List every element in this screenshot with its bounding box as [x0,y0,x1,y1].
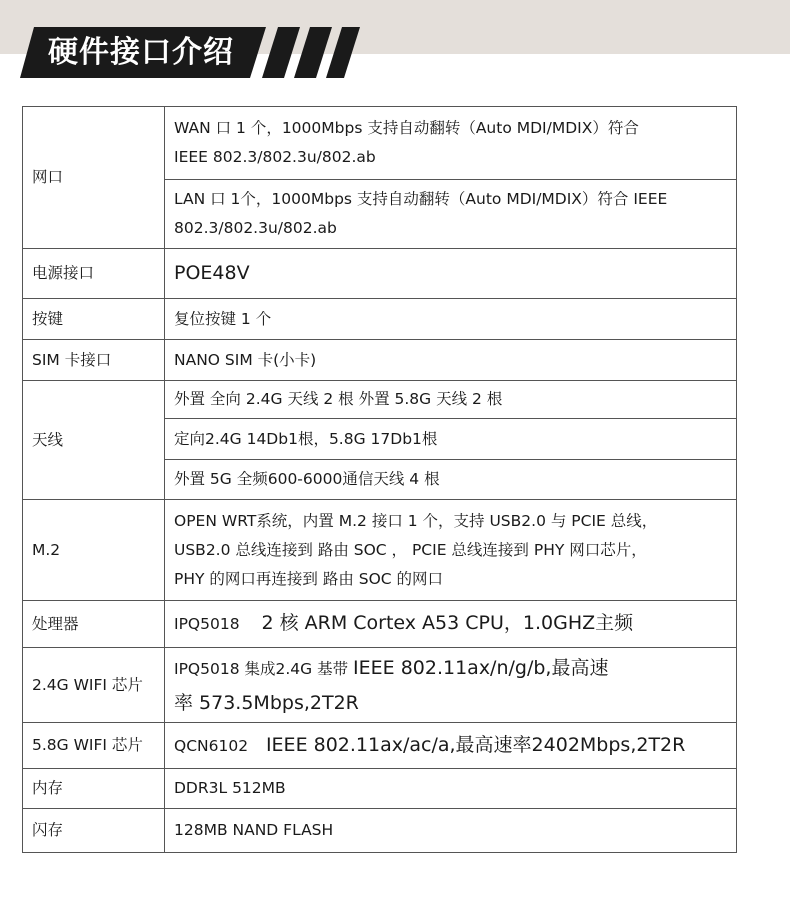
section-title-banner [20,27,360,78]
cpu-value: 2 核 ARM Cortex A53 CPU，1.0GHZ主频 [261,612,634,634]
wan-port-cell [165,107,737,180]
wan-port-line2: IEEE 802.3/802.3u/802.ab [174,148,376,166]
table-row [23,381,737,419]
row-label-antenna: 天线 [23,381,165,500]
m2-line3: PHY 的网口再连接到 路由 SOC 的网口 [174,569,444,588]
table-row [23,299,737,340]
wifi24-standard: IEEE 802.11ax/n/g/b,最高速 [353,656,609,679]
row-label-memory: 内存 [23,769,165,809]
lan-port-line2: 802.3/802.3u/802.ab [174,219,337,237]
m2-cell [165,500,737,601]
page-title: 硬件接口介绍 [48,35,234,70]
antenna-row-3: 外置 5G 全频600-6000通信天线 4 根 [165,460,737,500]
row-label-cpu: 处理器 [23,601,165,648]
table-row [23,648,737,723]
row-label-sim: SIM 卡接口 [23,340,165,381]
table-row [23,809,737,853]
power-value: POE48V [165,249,737,299]
sim-value: NANO SIM 卡(小卡) [165,340,737,381]
table-row [23,500,737,601]
row-label-wifi24: 2.4G WIFI 芯片 [23,648,165,723]
row-label-flash: 闪存 [23,809,165,853]
memory-value: DDR3L 512MB [165,769,737,809]
table-row [23,340,737,381]
table-row [23,601,737,648]
m2-line1: OPEN WRT系统，内置 M.2 接口 1 个，支持 USB2.0 与 PCIE 总线， [174,511,658,530]
lan-port-line1: LAN 口 1个，1000Mbps 支持自动翻转（Auto MDI/MDIX）符合 IEEE [174,190,668,208]
wifi24-cell [165,648,737,723]
row-label-network-port: 网口 [23,107,165,249]
cpu-cell [165,601,737,648]
row-label-wifi58: 5.8G WIFI 芯片 [23,723,165,769]
table-row [23,107,737,180]
m2-line2: USB2.0 总线连接到 路由 SOC ， PCIE 总线连接到 PHY 网口芯片， [174,540,647,559]
antenna-row-1: 外置 全向 2.4G 天线 2 根 外置 5.8G 天线 2 根 [165,381,737,419]
table-row [23,723,737,769]
wifi58-cell [165,723,737,769]
row-label-m2: M.2 [23,500,165,601]
wifi58-chip: QCN6102 [174,736,249,755]
row-label-button: 按键 [23,299,165,340]
row-label-power: 电源接口 [23,249,165,299]
wifi24-chip: IPQ5018 集成2.4G 基带 [174,659,349,678]
table-row [23,249,737,299]
wifi58-value: IEEE 802.11ax/ac/a,最高速率2402Mbps,2T2R [265,733,686,756]
wifi24-rate: 率 573.5Mbps,2T2R [174,691,359,714]
antenna-row-2: 定向2.4G 14Db1根，5.8G 17Db1根 [165,419,737,460]
table-row [23,769,737,809]
flash-value: 128MB NAND FLASH [165,809,737,853]
wan-port-line1: WAN 口 1 个，1000Mbps 支持自动翻转（Auto MDI/MDIX）符合 [174,119,639,137]
button-value: 复位按键 1 个 [165,299,737,340]
cpu-chip: IPQ5018 [174,615,240,633]
lan-port-cell [165,180,737,249]
spec-table [22,106,737,853]
